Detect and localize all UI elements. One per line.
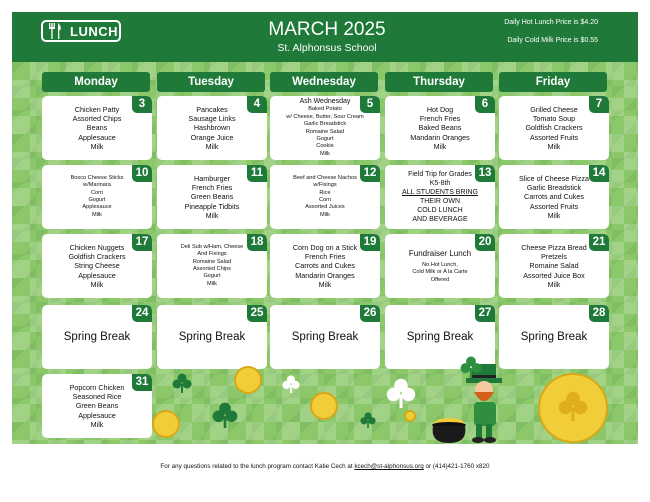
menu-item: Pretzels (541, 252, 567, 262)
date-badge: 21 (589, 234, 609, 251)
menu-item: Sausage Links (188, 114, 236, 124)
fork-knife-icon (46, 22, 64, 40)
day-cell (499, 96, 609, 160)
menu-item: Tomato Soup (532, 114, 576, 124)
day-cell (270, 234, 380, 298)
fundraiser-title: Fundraiser Lunch (408, 248, 472, 258)
menu-item: Romaine Salad (529, 261, 579, 271)
menu-item: Milk (90, 419, 104, 429)
shamrock-icon (212, 402, 238, 428)
date-badge: 27 (475, 305, 495, 322)
menu-item: w/Fixings (313, 182, 337, 189)
menu-item: w/ Cheese, Butter, Sour Cream (286, 113, 364, 120)
day-cell (42, 234, 152, 298)
menu-item: Orange Juice (190, 132, 234, 142)
menu-item: Chicken Patty (74, 104, 120, 114)
menu-item: Milk (547, 141, 561, 151)
date-badge: 12 (360, 165, 380, 182)
menu-item: Assorted Chips (72, 114, 122, 124)
menu-item: Carrots and Cukes (524, 192, 584, 202)
shamrock-icon (360, 412, 376, 428)
menu-item: Garlic Breadstick (526, 183, 582, 193)
menu-item: Milk (205, 141, 219, 151)
menu-item: ALL STUDENTS BRING (402, 189, 478, 196)
date-badge: 10 (132, 165, 152, 182)
menu-item: Offered (430, 276, 450, 283)
pot-of-gold-icon (430, 416, 468, 444)
menu-item: Gogurt (88, 197, 106, 203)
menu-item: Goldfish Crackers (525, 123, 583, 133)
spring-break-label: Spring Break (178, 331, 246, 343)
gold-coin-icon (234, 366, 262, 394)
menu-item: And Fixings (197, 251, 227, 258)
day-cell (499, 305, 609, 369)
menu-item: French Fries (419, 114, 461, 124)
lunch-logo (41, 20, 121, 42)
menu-item: Milk (320, 150, 330, 157)
menu-item: Applesauce (78, 270, 116, 280)
date-badge: 20 (475, 234, 495, 251)
menu-item: Cookie (316, 143, 334, 150)
menu-item: Milk (90, 141, 104, 151)
date-badge: 3 (132, 96, 152, 113)
menu-item: Corn (90, 189, 104, 196)
menu-item: Carrots and Cukes (295, 261, 355, 271)
date-badge: 24 (132, 305, 152, 322)
day-cell (385, 165, 495, 229)
date-badge: 6 (475, 96, 495, 113)
shamrock-icon (172, 373, 192, 393)
menu-item: Ash Wednesday (299, 97, 351, 105)
day-cell (42, 374, 152, 438)
date-badge: 18 (247, 234, 267, 251)
menu-item: Gogurt (316, 135, 334, 142)
menu-item: Pancakes (196, 104, 228, 114)
menu-item: Field Trip for Grades (408, 171, 472, 178)
menu-item: Green Beans (190, 192, 234, 202)
date-badge: 4 (247, 96, 267, 113)
shamrock-icon (386, 378, 416, 408)
day-cell (499, 234, 609, 298)
menu-item: THEIR OWN (419, 198, 461, 205)
menu-item: w/Marinara (83, 182, 111, 189)
date-badge: 19 (360, 234, 380, 251)
date-badge: 28 (589, 305, 609, 322)
date-badge: 7 (589, 96, 609, 113)
menu-item: Milk (547, 279, 561, 289)
menu-item: Pineapple Tidbits (184, 201, 240, 211)
menu-item: Garlic Breadstick (303, 121, 347, 128)
menu-item: COLD LUNCH (417, 207, 463, 214)
spring-break-label: Spring Break (520, 331, 588, 343)
day-cell (42, 305, 152, 369)
calendar-grid (12, 62, 638, 444)
menu-item: Rice (319, 189, 331, 196)
menu-item: Hamburger (194, 173, 230, 183)
spring-break-label: Spring Break (63, 331, 131, 343)
menu-item: Seasoned Rice (72, 392, 122, 402)
footer-phone: or (414)421-1760 x820 (425, 463, 490, 470)
shamrock-icon (460, 356, 482, 378)
hot-lunch-price: Daily Hot Lunch Price is $4.20 (504, 19, 598, 26)
spring-break-label: Spring Break (291, 331, 359, 343)
menu-item: Assorted Juices (305, 204, 345, 211)
menu-item: Chicken Nuggets (69, 242, 125, 252)
menu-item: Milk (433, 141, 447, 151)
day-header-wednesday: Wednesday (270, 72, 378, 92)
spring-break-label: Spring Break (406, 331, 474, 343)
day-cell (157, 305, 267, 369)
date-badge: 26 (360, 305, 380, 322)
day-cell (42, 165, 152, 229)
menu-item: Assorted Juice Box (523, 270, 585, 280)
menu-item: Milk (320, 211, 330, 218)
menu-item: Goldfish Crackers (68, 252, 126, 262)
menu-item: Milk (547, 210, 561, 220)
menu-item: Applesauce (78, 410, 116, 420)
menu-item: Corn (318, 197, 332, 203)
header-bar (12, 12, 638, 62)
menu-item: Slice of Cheese Pizza (519, 173, 589, 183)
menu-item: Milk (205, 210, 219, 220)
footer-contact (0, 463, 650, 470)
menu-item: String Cheese (74, 261, 120, 271)
menu-item: No Hot Lunch, (422, 261, 458, 268)
footer-text: For any questions related to the lunch program contact Katie Cech at (160, 463, 353, 470)
menu-item: Popcorn Chicken (69, 382, 125, 392)
contact-email-link[interactable]: kcech@st-alphonsus.org (354, 463, 424, 470)
day-cell (270, 165, 380, 229)
menu-item: Hashbrown (193, 123, 231, 133)
menu-item: Assorted Chips (193, 266, 231, 272)
day-header-monday: Monday (42, 72, 150, 92)
day-cell (385, 234, 495, 298)
day-cell (157, 234, 267, 298)
menu-item: K5-8th (429, 180, 451, 187)
menu-item: Milk (318, 279, 332, 289)
menu-item: Romaine Salad (305, 128, 345, 135)
menu-item: Assorted Fruits (529, 201, 579, 211)
menu-item: Gogurt (203, 273, 221, 280)
day-header-tuesday: Tuesday (157, 72, 265, 92)
gold-coin-icon (152, 410, 180, 438)
menu-item: Baked Beans (418, 123, 462, 133)
logo-label: LUNCH (70, 23, 118, 39)
menu-item: Milk (207, 280, 217, 287)
menu-item: Cold Milk or A la Carte (412, 269, 468, 276)
day-header-thursday: Thursday (385, 72, 493, 92)
day-cell (270, 96, 380, 160)
menu-item: Beans (86, 123, 108, 133)
menu-item: Assorted Fruits (529, 132, 579, 142)
date-badge: 13 (475, 165, 495, 182)
gold-coin-icon (404, 410, 416, 422)
shamrock-icon (558, 391, 588, 421)
menu-item: Corn Dog on a Stick (292, 242, 358, 252)
school-name: St. Alphonsus School (277, 42, 377, 54)
day-cell (270, 305, 380, 369)
menu-item: Mandarin Oranges (410, 132, 470, 142)
menu-item: AND BEVERAGE (412, 216, 468, 223)
menu-item: French Fries (191, 183, 233, 193)
menu-item: Romaine Salad (192, 258, 232, 265)
menu-item: Mandarin Oranges (295, 270, 355, 280)
cold-milk-price: Daily Cold Milk Price is $0.55 (507, 37, 598, 44)
date-badge: 25 (247, 305, 267, 322)
day-cell (42, 96, 152, 160)
date-badge: 5 (360, 96, 380, 113)
day-header-friday: Friday (499, 72, 607, 92)
date-badge: 11 (247, 165, 267, 182)
page-title: MARCH 2025 (268, 19, 386, 40)
day-cell (157, 165, 267, 229)
gold-coin-icon (538, 373, 608, 443)
menu-item: Deli Sub w/Ham, Cheese (180, 243, 244, 250)
menu-item: Green Beans (75, 401, 119, 411)
gold-coin-icon (310, 392, 338, 420)
shamrock-icon (282, 375, 300, 393)
day-cell (385, 96, 495, 160)
menu-item: French Fries (304, 252, 346, 262)
menu-item: Beef and Cheese Nachos (293, 174, 357, 181)
menu-item: Cheese Pizza Bread (521, 242, 587, 252)
day-cell (157, 96, 267, 160)
date-badge: 31 (132, 374, 152, 391)
day-cell (499, 165, 609, 229)
date-badge: 17 (132, 234, 152, 251)
menu-item: Applesauce (78, 132, 116, 142)
menu-item: Applesauce (82, 204, 112, 211)
menu-item: Milk (90, 279, 104, 289)
menu-item: Bosco Cheese Sticks (70, 174, 124, 181)
menu-item: Hot Dog (426, 104, 454, 114)
menu-item: Milk (92, 211, 102, 218)
menu-item: Baked Potato (308, 106, 342, 113)
menu-item: Grilled Cheese (530, 104, 578, 114)
date-badge: 14 (589, 165, 609, 182)
